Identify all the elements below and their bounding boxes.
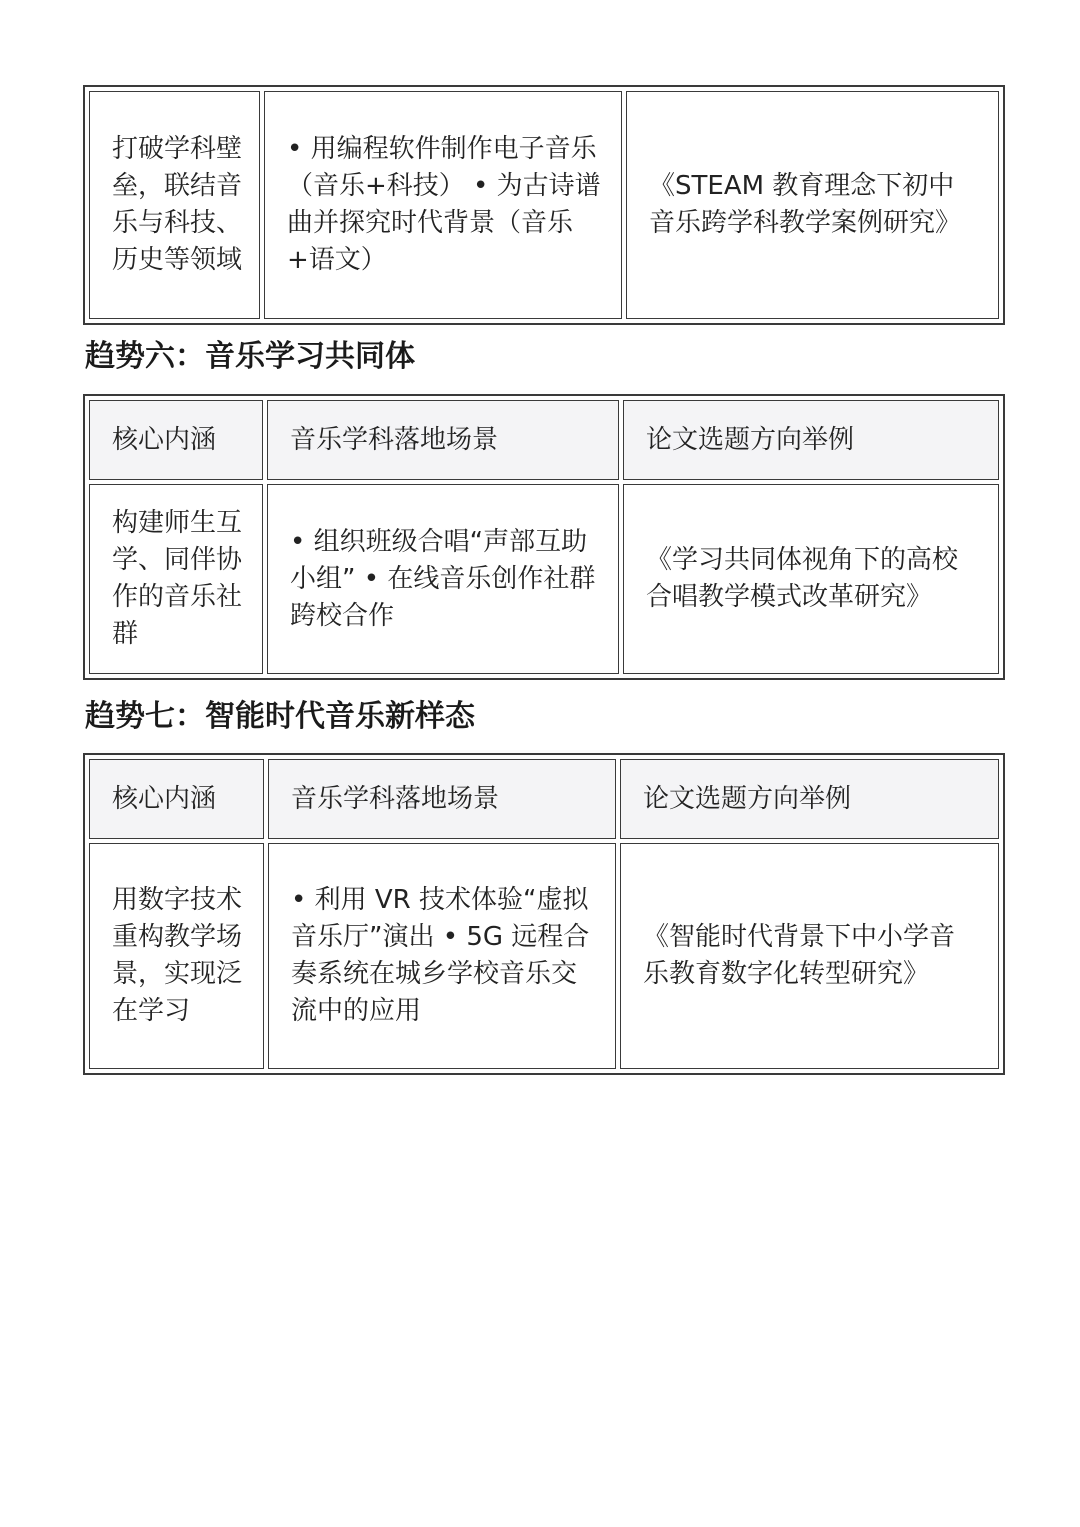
table-header-row bbox=[89, 400, 999, 480]
table-header-row bbox=[89, 759, 999, 839]
header-scenario: 音乐学科落地场景 bbox=[267, 400, 619, 480]
header-topic-example: 论文选题方向举例 bbox=[620, 759, 999, 839]
scenario-cell: • 利用 VR 技术体验“虚拟音乐厅”演出 • 5G 远程合奏系统在城乡学校音乐交流中的应用 bbox=[268, 843, 616, 1069]
core-meaning-cell: 打破学科壁垒，联结音乐与科技、历史等领域 bbox=[89, 91, 260, 319]
header-core-meaning: 核心内涵 bbox=[89, 400, 263, 480]
table-row bbox=[89, 91, 999, 319]
core-meaning-cell: 用数字技术重构教学场景，实现泛在学习 bbox=[89, 843, 264, 1069]
header-scenario: 音乐学科落地场景 bbox=[268, 759, 616, 839]
header-core-meaning: 核心内涵 bbox=[89, 759, 264, 839]
topic-example-cell: 《STEAM 教育理念下初中音乐跨学科教学案例研究》 bbox=[626, 91, 999, 319]
trend-7-table bbox=[83, 753, 1005, 1075]
table-row bbox=[89, 843, 999, 1069]
section-title-trend-7: 趋势七：智能时代音乐新样态 bbox=[85, 699, 475, 734]
trend-6-table bbox=[83, 394, 1005, 680]
section-title-trend-6: 趋势六：音乐学习共同体 bbox=[85, 339, 415, 374]
topic-example-cell: 《学习共同体视角下的高校合唱教学模式改革研究》 bbox=[623, 484, 999, 674]
topic-example-cell: 《智能时代背景下中小学音乐教育数字化转型研究》 bbox=[620, 843, 999, 1069]
header-topic-example: 论文选题方向举例 bbox=[623, 400, 999, 480]
table-row bbox=[89, 484, 999, 674]
scenario-cell: • 用编程软件制作电子音乐（音乐+科技） • 为古诗谱曲并探究时代背景（音乐+语文） bbox=[264, 91, 622, 319]
core-meaning-cell: 构建师生互学、同伴协作的音乐社群 bbox=[89, 484, 263, 674]
cross-discipline-table bbox=[83, 85, 1005, 325]
scenario-cell: • 组织班级合唱“声部互助小组” • 在线音乐创作社群跨校合作 bbox=[267, 484, 619, 674]
